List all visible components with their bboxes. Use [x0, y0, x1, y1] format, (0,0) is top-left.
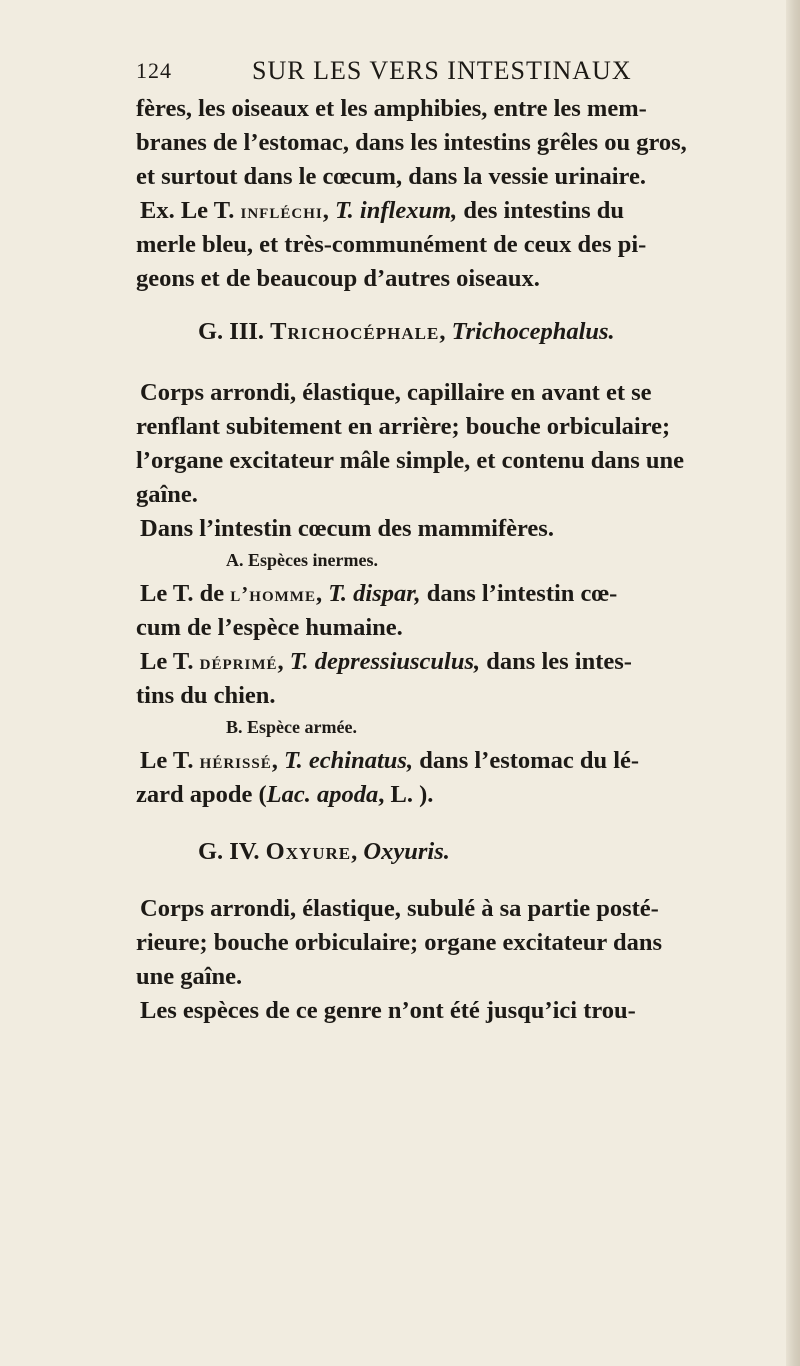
book-page [136, 52, 786, 1028]
genus-number: G. IV. [198, 838, 260, 865]
separator: , [315, 580, 323, 607]
text-line [136, 194, 786, 228]
running-title: SUR LES VERS INTESTINAUX [252, 56, 632, 85]
text-line: renflant subitement en arrière; bouche orbiculaire; [136, 413, 671, 440]
text-fragment: zard apode ( [136, 781, 267, 808]
section-heading-armed: B. Espèce armée. [226, 717, 357, 737]
genus-heading-oxyuris [136, 838, 786, 866]
host-latin-name: Lac. apoda [266, 781, 379, 808]
separator: , [351, 838, 358, 865]
genus-common-name: Trichocéphale [270, 318, 440, 345]
species-prefix: Le T. [140, 747, 194, 774]
text-fragment: , L. ). [378, 781, 434, 808]
separator: , [277, 648, 284, 675]
genus-description-trichocephalus [136, 376, 786, 546]
page-header [136, 52, 786, 92]
separator: , [322, 197, 329, 224]
example-prefix: Ex. Le T. [140, 197, 235, 224]
species-common-name: déprimé [199, 650, 278, 674]
page-edge [786, 0, 800, 1366]
text-line: gaîne. [136, 481, 198, 508]
species-common-name: hérissé [199, 749, 272, 773]
species-latin-name: T. echinatus, [283, 747, 414, 774]
species-latin-name: T. dispar, [328, 580, 421, 607]
genus-description-oxyuris [136, 892, 786, 1028]
genus-latin-name: Trichocephalus. [451, 318, 615, 345]
genus-latin-name: Oxyuris. [363, 838, 450, 865]
text-line: fères, les oiseaux et les amphibies, entre les mem- [136, 95, 647, 122]
text-line: Corps arrondi, élastique, capillaire en avant et se [140, 379, 652, 406]
genus-number: G. III. [198, 318, 265, 345]
species-prefix: Le T. [140, 648, 194, 675]
text-line: tins du chien. [136, 682, 276, 709]
text-line: rieure; bouche orbiculaire; organe excitateur dans [136, 929, 662, 956]
text-line: Les espèces de ce genre n’ont été jusqu’ici trou- [140, 997, 636, 1024]
text-line [136, 645, 786, 679]
species-dispar [136, 577, 786, 645]
text-line: cum de l’espèce humaine. [136, 614, 403, 641]
species-echinatus [136, 744, 786, 812]
genus-heading-trichocephalus [136, 318, 786, 346]
species-latin-name: T. inflexum, [334, 197, 458, 224]
species-prefix: Le T. de [140, 580, 225, 607]
text-line [136, 744, 786, 778]
text-fragment: dans l’estomac du lé- [419, 747, 640, 774]
text-line: Dans l’intestin cœcum des mammifères. [140, 515, 554, 542]
example-inflexum [136, 194, 786, 296]
species-common-name: infléchi [240, 199, 323, 223]
page-number: 124 [136, 58, 172, 83]
text-line: l’organe excitateur mâle simple, et contenu dans une [136, 447, 685, 474]
separator: , [439, 318, 446, 345]
paragraph-habitat [136, 92, 786, 194]
text-fragment: dans l’intestin cœ- [426, 580, 618, 607]
genus-common-name: Oxyure [265, 838, 352, 865]
text-line: merle bleu, et très-communément de ceux des pi- [136, 231, 647, 258]
text-line [136, 577, 786, 611]
species-latin-name: T. depressiusculus, [289, 648, 481, 675]
text-line: geons et de beaucoup d’autres oiseaux. [136, 265, 540, 292]
separator: , [271, 747, 278, 774]
text-line: et surtout dans le cœcum, dans la vessie urinaire. [136, 163, 646, 190]
text-line [136, 778, 786, 812]
section-heading-unarmed: A. Espèces inermes. [226, 550, 378, 570]
species-depressiusculus [136, 645, 786, 713]
text-line: Corps arrondi, élastique, subulé à sa partie posté- [140, 895, 659, 922]
species-common-name: l’homme [230, 582, 316, 606]
text-fragment: des intestins du [463, 197, 625, 224]
text-fragment: dans les intes- [486, 648, 632, 675]
text-line: une gaîne. [136, 963, 243, 990]
text-line: branes de l’estomac, dans les intestins grêles ou gros, [136, 129, 687, 156]
